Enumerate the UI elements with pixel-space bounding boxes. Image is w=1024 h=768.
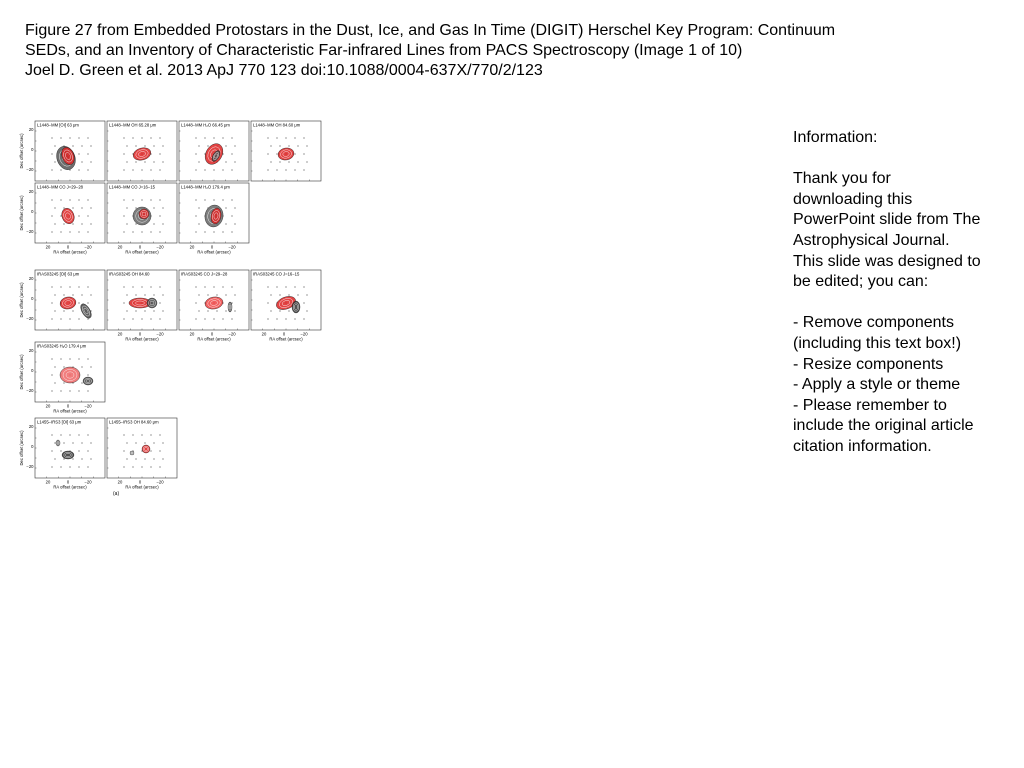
citation-title-line-1: Figure 27 from Embedded Protostars in the Dust, Ice, and Gas In Time (DIGIT) Herschel Key Program: Continuum [25, 22, 836, 39]
panel-label: IRAS03245 [OI] 63 μm [37, 271, 80, 277]
x-tick-label: 0 [210, 331, 214, 337]
x-tick-label: −20 [84, 403, 92, 409]
info-intro: Thank you for downloading this PowerPoint slide from The Astrophysical Journal. This slide was designed to be edited; you can: [793, 170, 981, 291]
x-axis-label: RA offset (arcsec) [53, 484, 87, 490]
figure-panel [179, 121, 249, 181]
x-tick-label: 20 [45, 479, 51, 485]
y-tick-label: 0 [31, 368, 34, 373]
x-tick-label: 20 [189, 331, 195, 337]
figure-panel [107, 183, 177, 255]
info-bullet-style: - Apply a style or theme [793, 376, 961, 394]
x-axis-label: RA offset (arcsec) [125, 336, 159, 342]
y-tick-label: −20 [26, 316, 34, 321]
figure-panel [179, 270, 249, 342]
x-axis-label: RA offset (arcsec) [269, 336, 303, 342]
y-axis-label: Dec offset (arcsec) [19, 195, 24, 231]
y-tick-label: −20 [26, 229, 34, 234]
x-tick-label: 0 [210, 244, 214, 250]
figure-panel [179, 183, 249, 255]
y-tick-label: 20 [28, 276, 34, 281]
panel-label: IRAS03245 OH 84.60 [109, 271, 150, 277]
y-tick-label: 0 [31, 147, 34, 152]
x-axis-label: RA offset (arcsec) [125, 249, 159, 255]
info-heading: Information: [793, 129, 878, 146]
y-tick-label: 20 [28, 189, 34, 194]
figure-tag: (a) [113, 491, 120, 497]
x-tick-label: 20 [117, 331, 123, 337]
figure-image [8, 118, 338, 500]
x-tick-label: 20 [45, 244, 51, 250]
figure-panel [19, 183, 105, 255]
x-tick-label: −20 [156, 331, 164, 337]
x-tick-label: 0 [66, 403, 70, 409]
panel-label: L1448−MM OH 65.28 μm [109, 122, 157, 128]
x-tick-label: 20 [45, 403, 51, 409]
y-axis-label: Dec offset (arcsec) [19, 133, 24, 169]
info-bullet-resize: - Resize components [793, 355, 944, 373]
x-tick-label: 20 [189, 244, 195, 250]
x-tick-label: 20 [117, 244, 123, 250]
panel-label: L1448−MM CO J=29−28 [37, 184, 83, 190]
x-tick-label: 0 [138, 331, 142, 337]
x-tick-label: 20 [261, 331, 267, 337]
panel-label: L1448−MM OH 84.60 μm [253, 122, 301, 128]
figure-panel [19, 121, 105, 181]
panel-label: L1448−MM H₂O 66.45 μm [181, 122, 230, 128]
y-tick-label: −20 [26, 464, 34, 469]
figure-panel [107, 121, 177, 181]
y-tick-label: 0 [31, 444, 34, 449]
y-axis-label: Dec offset (arcsec) [19, 282, 24, 318]
x-tick-label: −20 [156, 244, 164, 250]
y-tick-label: −20 [26, 167, 34, 172]
panel-label: L1455−IRS3 [OI] 63 μm [37, 419, 82, 425]
x-tick-label: 0 [282, 331, 286, 337]
y-tick-label: −20 [26, 388, 34, 393]
figure-panel [19, 270, 105, 330]
figure-panel [251, 121, 321, 181]
y-axis-label: Dec offset (arcsec) [19, 354, 24, 390]
figure-panel [19, 342, 105, 414]
x-axis-label: RA offset (arcsec) [53, 408, 87, 414]
y-tick-label: 20 [28, 348, 34, 353]
panel-label: L1448−MM [OI] 63 μm [37, 122, 79, 128]
x-tick-label: 0 [138, 479, 142, 485]
panel-label: IRAS03245 CO J=16−15 [253, 271, 300, 277]
y-tick-label: 20 [28, 424, 34, 429]
figure-panel [251, 270, 321, 342]
x-axis-label: RA offset (arcsec) [53, 249, 87, 255]
x-axis-label: RA offset (arcsec) [125, 484, 159, 490]
information-textbox[interactable] [793, 128, 983, 458]
x-tick-label: −20 [84, 479, 92, 485]
citation-header [25, 21, 955, 81]
x-tick-label: 20 [117, 479, 123, 485]
x-tick-label: 0 [66, 244, 70, 250]
y-tick-label: 20 [28, 127, 34, 132]
panel-label: IRAS03245 H₂O 179.4 μm [37, 343, 87, 349]
x-axis-label: RA offset (arcsec) [197, 336, 231, 342]
x-axis-label: RA offset (arcsec) [197, 249, 231, 255]
y-axis-label: Dec offset (arcsec) [19, 430, 24, 466]
info-bullet-remove: - Remove components (including this text box!) [793, 314, 962, 352]
x-tick-label: −20 [300, 331, 308, 337]
y-tick-label: 0 [31, 296, 34, 301]
figure-panel [107, 270, 177, 342]
citation-title-line-2: SEDs, and an Inventory of Characteristic Far-infrared Lines from PACS Spectroscopy (Image 1 of 10) [25, 42, 743, 59]
x-tick-label: 0 [66, 479, 70, 485]
info-bullet-citation: - Please remember to include the original article citation information. [793, 396, 974, 455]
x-tick-label: −20 [156, 479, 164, 485]
x-tick-label: −20 [228, 331, 236, 337]
y-tick-label: 0 [31, 209, 34, 214]
x-tick-label: −20 [228, 244, 236, 250]
citation-authors: Joel D. Green et al. 2013 ApJ 770 123 doi:10.1088/0004-637X/770/2/123 [25, 62, 543, 79]
panel-label: L1448−MM CO J=16−15 [109, 184, 155, 190]
x-tick-label: −20 [84, 244, 92, 250]
figure-panel [19, 418, 105, 490]
figure-plot-grid [8, 118, 338, 500]
panel-label: L1455−IRS3 OH 84.60 μm [109, 419, 159, 425]
panel-label: IRAS03245 CO J=29−28 [181, 271, 228, 277]
figure-panel [107, 418, 177, 490]
x-tick-label: 0 [138, 244, 142, 250]
panel-label: L1448−MM H₂O 179.4 μm [181, 184, 230, 190]
